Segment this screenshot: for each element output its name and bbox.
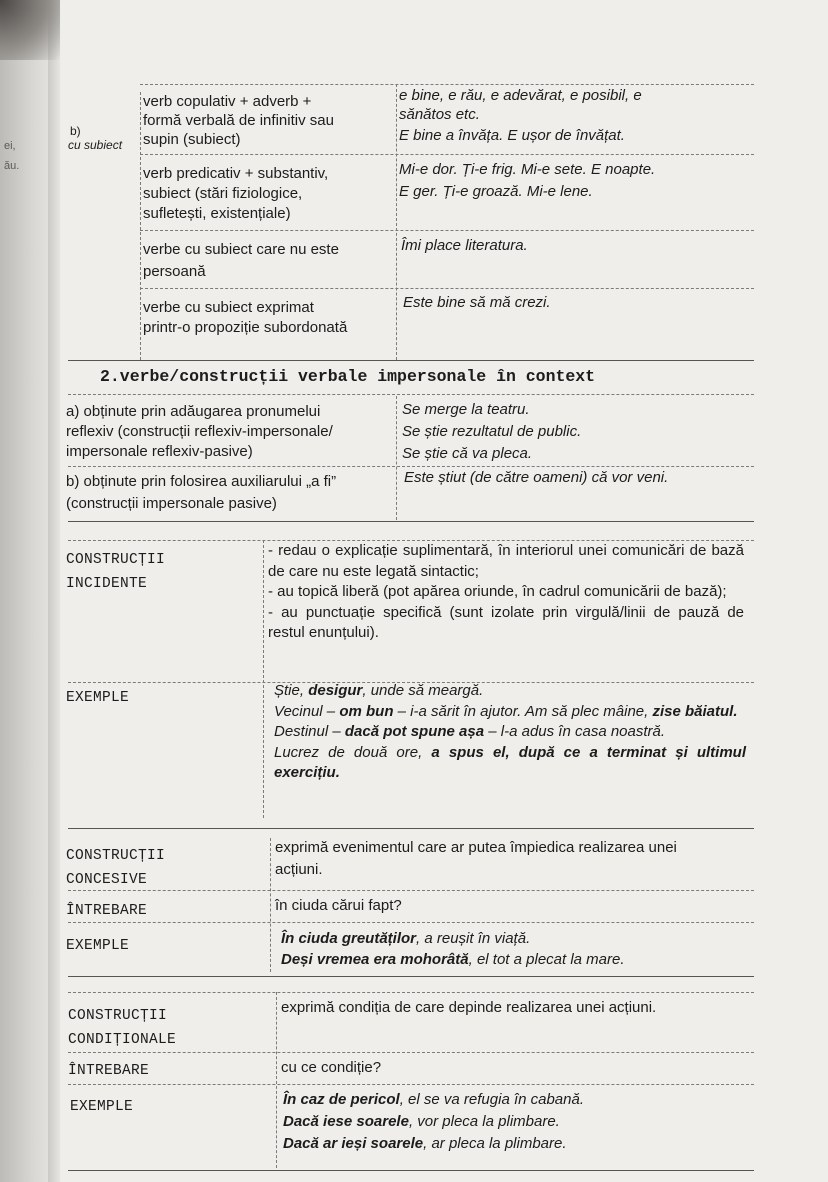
- question-text: în ciuda cărui fapt?: [275, 897, 402, 914]
- section-divider: [68, 976, 754, 977]
- cell-right: Se știe că va pleca.: [402, 445, 533, 462]
- row-label-b: b): [70, 124, 81, 138]
- question-label: ÎNTREBARE: [66, 903, 148, 919]
- examples-label: EXEMPLE: [66, 690, 130, 706]
- question-label: ÎNTREBARE: [68, 1063, 150, 1079]
- table-rule: [68, 466, 754, 467]
- cell-right: e bine, e rău, e adevărat, e posibil, e: [399, 87, 642, 104]
- block-heading: CONSTRUCȚII: [68, 1008, 168, 1024]
- cell-left: sufletești, existențiale): [143, 205, 291, 222]
- cell-left: printr-o propoziție subordonată: [143, 319, 348, 336]
- section-divider: [68, 360, 754, 361]
- table-rule: [140, 288, 754, 289]
- section-divider: [68, 521, 754, 522]
- block-heading: CONSTRUCȚII: [66, 552, 166, 568]
- block-heading: CONCESIVE: [66, 872, 148, 888]
- row-label-subject: cu subiect: [68, 138, 123, 152]
- cell-left: reflexiv (construcții reflexiv-impersonale/: [66, 423, 333, 440]
- section-divider: [68, 1170, 754, 1171]
- cell-right: Este bine să mă crezi.: [403, 294, 551, 311]
- example-line: În caz de pericol, el se va refugia în cabană.: [283, 1091, 585, 1108]
- cell-right: Se știe rezultatul de public.: [402, 423, 582, 440]
- cell-left: verbe cu subiect care nu este: [143, 241, 339, 258]
- examples-label: EXEMPLE: [70, 1099, 134, 1115]
- example-line: Deși vremea era mohorâtă, el tot a plecat la mare.: [281, 951, 625, 968]
- question-text: cu ce condiție?: [281, 1059, 382, 1076]
- cell-left: (construcții impersonale pasive): [66, 495, 277, 512]
- page-corner-shadow: [0, 0, 60, 60]
- cell-left: verb copulativ + adverb +: [143, 93, 312, 110]
- table-rule: [68, 394, 754, 395]
- table-rule: [140, 154, 754, 155]
- table-column-rule: [140, 92, 141, 360]
- margin-fragment: ău.: [4, 160, 20, 172]
- table-column-rule: [270, 838, 271, 972]
- cell-right: E bine a învăța. E ușor de învățat.: [399, 127, 625, 144]
- table-column-rule: [396, 396, 397, 520]
- table-rule: [68, 1084, 754, 1085]
- section-divider: [68, 828, 754, 829]
- definition-text: - redau o explicație suplimentară, în interiorul unei comunicări de bază de care nu este legată sintactic; - au topică liberă (pot apărea oriunde, în cadrul comunicării de bază); - au punctuație specifică (sunt izolate prin virgulă/linii de pauză de restul enunțului).: [268, 542, 744, 641]
- example-line: Dacă iese soarele, vor pleca la plimbare.: [283, 1113, 560, 1130]
- cell-right: Este știut (de către oameni) că vor veni.: [404, 469, 669, 486]
- block-heading: CONDIȚIONALE: [68, 1032, 177, 1048]
- table-column-rule: [396, 84, 397, 360]
- cell-right: Se merge la teatru.: [402, 401, 530, 418]
- table-rule: [140, 84, 754, 85]
- block-heading: CONSTRUCȚII: [66, 848, 166, 864]
- definition-text: exprimă evenimentul care ar putea împiedica realizarea unei: [275, 839, 677, 856]
- section-title: 2.verbe/construcții verbale impersonale în context: [100, 367, 596, 386]
- margin-fragment: ei,: [4, 140, 16, 152]
- table-rule: [68, 890, 754, 891]
- table-rule: [68, 1052, 754, 1053]
- cell-left: verbe cu subiect exprimat: [143, 299, 314, 316]
- examples-text: Știe, desigur, unde să meargă. Vecinul – om bun – i-a sărit în ajutor. Am să plec mâine, zise băiatul. Destinul – dacă pot spune așa – l-a adus în casa noastră. Lucrez de două ore, a spus el, după ce a terminat și ultimul exercițiu.: [274, 682, 747, 781]
- example-line: În ciuda greutăților, a reușit în viață.: [281, 930, 531, 947]
- cell-right: Îmi place literatura.: [401, 237, 528, 254]
- definition-text: exprimă condiția de care depinde realizarea unei acțiuni.: [281, 999, 657, 1016]
- binding-shadow: [48, 0, 62, 1182]
- table-rule: [68, 922, 754, 923]
- cell-right: Mi-e dor. Ți-e frig. Mi-e sete. E noapte.: [399, 161, 656, 178]
- cell-left: formă verbală de infinitiv sau: [143, 112, 334, 129]
- cell-left: a) obținute prin adăugarea pronumelui: [66, 403, 321, 420]
- cell-right: sănătos etc.: [399, 106, 480, 123]
- block-heading: INCIDENTE: [66, 576, 148, 592]
- cell-left: impersonale reflexiv-pasive): [66, 443, 253, 460]
- cell-right: E ger. Ți-e groază. Mi-e lene.: [399, 183, 593, 200]
- cell-left: subiect (stări fiziologice,: [143, 185, 303, 202]
- cell-left: supin (subiect): [143, 131, 241, 148]
- cell-left: verb predicativ + substantiv,: [143, 165, 329, 182]
- table-rule: [68, 992, 754, 993]
- cell-left: b) obținute prin folosirea auxiliarului „a fi”: [66, 473, 337, 490]
- table-rule: [140, 230, 754, 231]
- definition-text: acțiuni.: [275, 861, 323, 878]
- example-line: Dacă ar ieși soarele, ar pleca la plimbare.: [283, 1135, 567, 1152]
- table-column-rule: [263, 540, 264, 818]
- examples-label: EXEMPLE: [66, 938, 130, 954]
- table-column-rule: [276, 992, 277, 1168]
- cell-left: persoană: [143, 263, 206, 280]
